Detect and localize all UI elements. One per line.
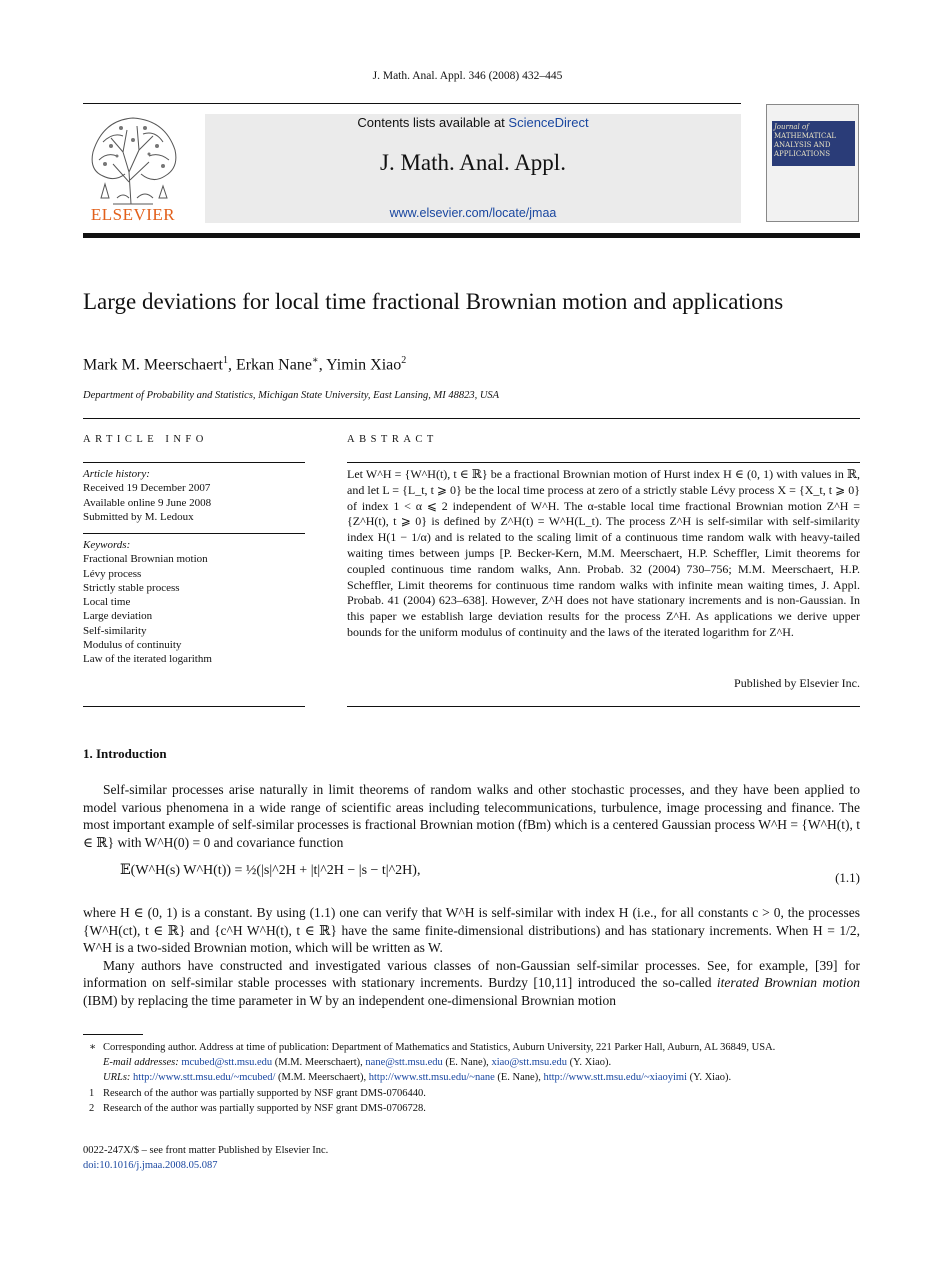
footnote-1: 1 Research of the author was partially supported by NSF grant DMS-0706440. bbox=[83, 1086, 860, 1101]
elsevier-wordmark: ELSEVIER bbox=[90, 205, 176, 224]
article-info-heading: ARTICLE INFO bbox=[83, 434, 208, 445]
history-label: Article history: bbox=[83, 468, 150, 480]
sciencedirect-link[interactable]: ScienceDirect bbox=[508, 115, 589, 130]
keyword: Modulus of continuity bbox=[83, 639, 182, 652]
footnote-mark: 1 bbox=[89, 1087, 95, 1099]
title-rule bbox=[83, 418, 860, 419]
abstract-bottom-rule bbox=[347, 706, 860, 707]
email-link[interactable]: mcubed@stt.msu.edu bbox=[181, 1057, 273, 1069]
author-mark[interactable]: 1 bbox=[222, 355, 228, 366]
history-rule bbox=[83, 533, 305, 534]
url-link[interactable]: http://www.stt.msu.edu/~xiaoyimi bbox=[543, 1072, 687, 1084]
intro-paragraph bbox=[83, 904, 860, 1009]
keyword: Lévy process bbox=[83, 567, 142, 580]
url-link[interactable]: http://www.stt.msu.edu/~mcubed/ bbox=[133, 1072, 276, 1084]
email-link[interactable]: xiao@stt.msu.edu bbox=[491, 1057, 568, 1069]
history-item: Received 19 December 2007 bbox=[83, 482, 211, 495]
info-rule bbox=[83, 462, 305, 463]
journal-url-link[interactable]: www.elsevier.com/locate/jmaa bbox=[389, 206, 557, 220]
keyword: Strictly stable process bbox=[83, 581, 180, 594]
abstract-text: Let W^H = {W^H(t), t ∈ ℝ} be a fractional Brownian motion of Hurst index H ∈ (0, 1) with values in ℝ, and let L = {L_t, t ⩾ 0} be the local time process at zero of a strictly stable Lévy process X = {X_t, t ⩾ 0} of index 1 < α ⩽ 2 independent of W^H. The α-stable local time fractional Brownian motion Z^H = {Z^H(t), t ⩾ 0} is defined by Z^H(t) = W^H(L_t). The process Z^H is self-similar with self-similarity index H(1 − 1/α) and is related to the scaling limit of a continuous time random walk with heavy-tailed waiting times between jumps [P. Becker-Kern, M.M. Meerschaert, H.P. Scheffler, Limit theorems for coupled continuous time random walks, Ann. Probab. 32 (2004) 730–756; M.M. Meerschaert, H.P. Scheffler, Limit theorems for continuous time random walks with infinite mean waiting times, J. Appl. Probab. 41 (2004) 623–638]. However, Z^H does not have stationary increments and is non-Gaussian. In this paper we establish large deviation results for the process Z^H. As applications we derive upper bounds for the uniform modulus of continuity and the laws of the iterated logarithm for Z^H. bbox=[347, 467, 860, 639]
history-item: Available online 9 June 2008 bbox=[83, 496, 212, 509]
journal-name: J. Math. Anal. Appl. bbox=[380, 150, 566, 175]
author-name: Erkan Nane bbox=[235, 356, 312, 374]
issn-line: 0022-247X/$ – see front matter Published by Elsevier Inc. bbox=[83, 1145, 329, 1156]
intro-paragraph bbox=[83, 781, 860, 851]
abstract-heading: ABSTRACT bbox=[347, 434, 438, 445]
section-heading: 1. Introduction bbox=[83, 746, 167, 761]
abstract-published: Published by Elsevier Inc. bbox=[734, 676, 860, 690]
footnote-corresponding: ∗ Corresponding author. Address at time of publication: Department of Mathematics and Statistics, Auburn University, 221 Parker Hall, Auburn, AL 36849, USA. bbox=[83, 1040, 860, 1055]
affiliation: Department of Probability and Statistics, Michigan State University, East Lansing, MI 48823, USA bbox=[83, 390, 500, 401]
keyword: Self-similarity bbox=[83, 624, 147, 637]
equation-number: (1.1) bbox=[835, 870, 860, 885]
header-rule bbox=[83, 103, 741, 104]
keywords bbox=[83, 538, 212, 667]
contents-line bbox=[205, 114, 741, 130]
equation-1-1: 𝔼(W^H(s) W^H(t)) = ½(|s|^2H + |t|^2H − |s − t|^2H), bbox=[120, 863, 421, 878]
article-title: Large deviations for local time fractional Brownian motion and applications bbox=[83, 289, 784, 314]
paragraph-text: where H ∈ (0, 1) is a constant. By using (1.1) one can verify that W^H is self-similar with index H (i.e., for all constants c > 0, the processes {W^H(ct), t ∈ ℝ} and {c^H W^H(t), t ∈ ℝ} have the same finite-dimensional distributions) and has stationary increments. When H = 1/2, W^H is a two-sided Brownian motion, which will be written as W. bbox=[83, 905, 860, 955]
doi-link[interactable]: doi:10.1016/j.jmaa.2008.05.087 bbox=[83, 1160, 218, 1171]
author-mark[interactable]: 2 bbox=[401, 355, 407, 366]
email-link[interactable]: nane@stt.msu.edu bbox=[365, 1057, 443, 1069]
keyword: Fractional Brownian motion bbox=[83, 553, 208, 566]
footnote-2: 2 Research of the author was partially supported by NSF grant DMS-0706728. bbox=[83, 1101, 860, 1116]
keyword: Large deviation bbox=[83, 610, 153, 623]
footnote-mark: ∗ bbox=[89, 1042, 97, 1053]
front-matter bbox=[83, 1143, 328, 1173]
author-mark[interactable]: ∗ bbox=[311, 355, 319, 366]
keyword: Law of the iterated logarithm bbox=[83, 653, 212, 666]
footnotes bbox=[83, 1040, 860, 1116]
article-history bbox=[83, 467, 211, 524]
footnote-mark: 2 bbox=[89, 1102, 95, 1114]
keyword: Local time bbox=[83, 596, 131, 609]
footnote-rule bbox=[83, 1034, 143, 1035]
cover-title: Journal of MATHEMATICAL ANALYSIS AND APPLICATIONS bbox=[774, 123, 837, 158]
journal-cover bbox=[766, 104, 859, 222]
author-name: Yimin Xiao bbox=[326, 356, 402, 374]
keywords-label: Keywords: bbox=[83, 539, 131, 551]
abstract-rule bbox=[347, 462, 860, 463]
info-bottom-rule bbox=[83, 706, 305, 707]
footnote-urls: URLs: http://www.stt.msu.edu/~mcubed/ (M.M. Meerschaert), http://www.stt.msu.edu/~nane (E. Nane), http://www.stt.msu.edu/~xiaoyimi (Y. Xiao). bbox=[103, 1072, 732, 1084]
url-link[interactable]: http://www.stt.msu.edu/~nane bbox=[368, 1072, 495, 1084]
history-item: Submitted by M. Ledoux bbox=[83, 510, 194, 523]
paragraph-text: Many authors have constructed and investigated various classes of non-Gaussian self-similar processes. See, for example, [39] for information on self-similar stable processes with stationary increments. Burdzy [10,11] introduced the so-called iterated Brownian motion (IBM) by replacing the time parameter in W by an independent one-dimensional Brownian motion bbox=[83, 957, 860, 1008]
author-name: Mark M. Meerschaert bbox=[83, 356, 223, 374]
author-list: Mark M. Meerschaert$^1$, Erkan Nane∗, Yimin Xiao$^2$ bbox=[83, 355, 407, 374]
contents-prefix: Contents lists available at bbox=[357, 115, 509, 130]
journal-citation: J. Math. Anal. Appl. 346 (2008) 432–445 bbox=[372, 70, 563, 82]
header-thick-rule bbox=[83, 233, 860, 238]
footnote-emails: E-mail addresses: mcubed@stt.msu.edu (M.M. Meerschaert), nane@stt.msu.edu (E. Nane), xiao@stt.msu.edu (Y. Xiao). bbox=[103, 1057, 612, 1069]
paragraph-text: Self-similar processes arise naturally in limit theorems of random walks and other stochastic processes, and they have been applied to model various phenomena in a wide range of scientific areas including telecommunications, turbulence, image processing and finance. The most important example of self-similar processes is fractional Brownian motion (fBm) which is a centered Gaussian process W^H = {W^H(t), t ∈ ℝ} with W^H(0) = 0 and covariance function bbox=[83, 782, 860, 850]
